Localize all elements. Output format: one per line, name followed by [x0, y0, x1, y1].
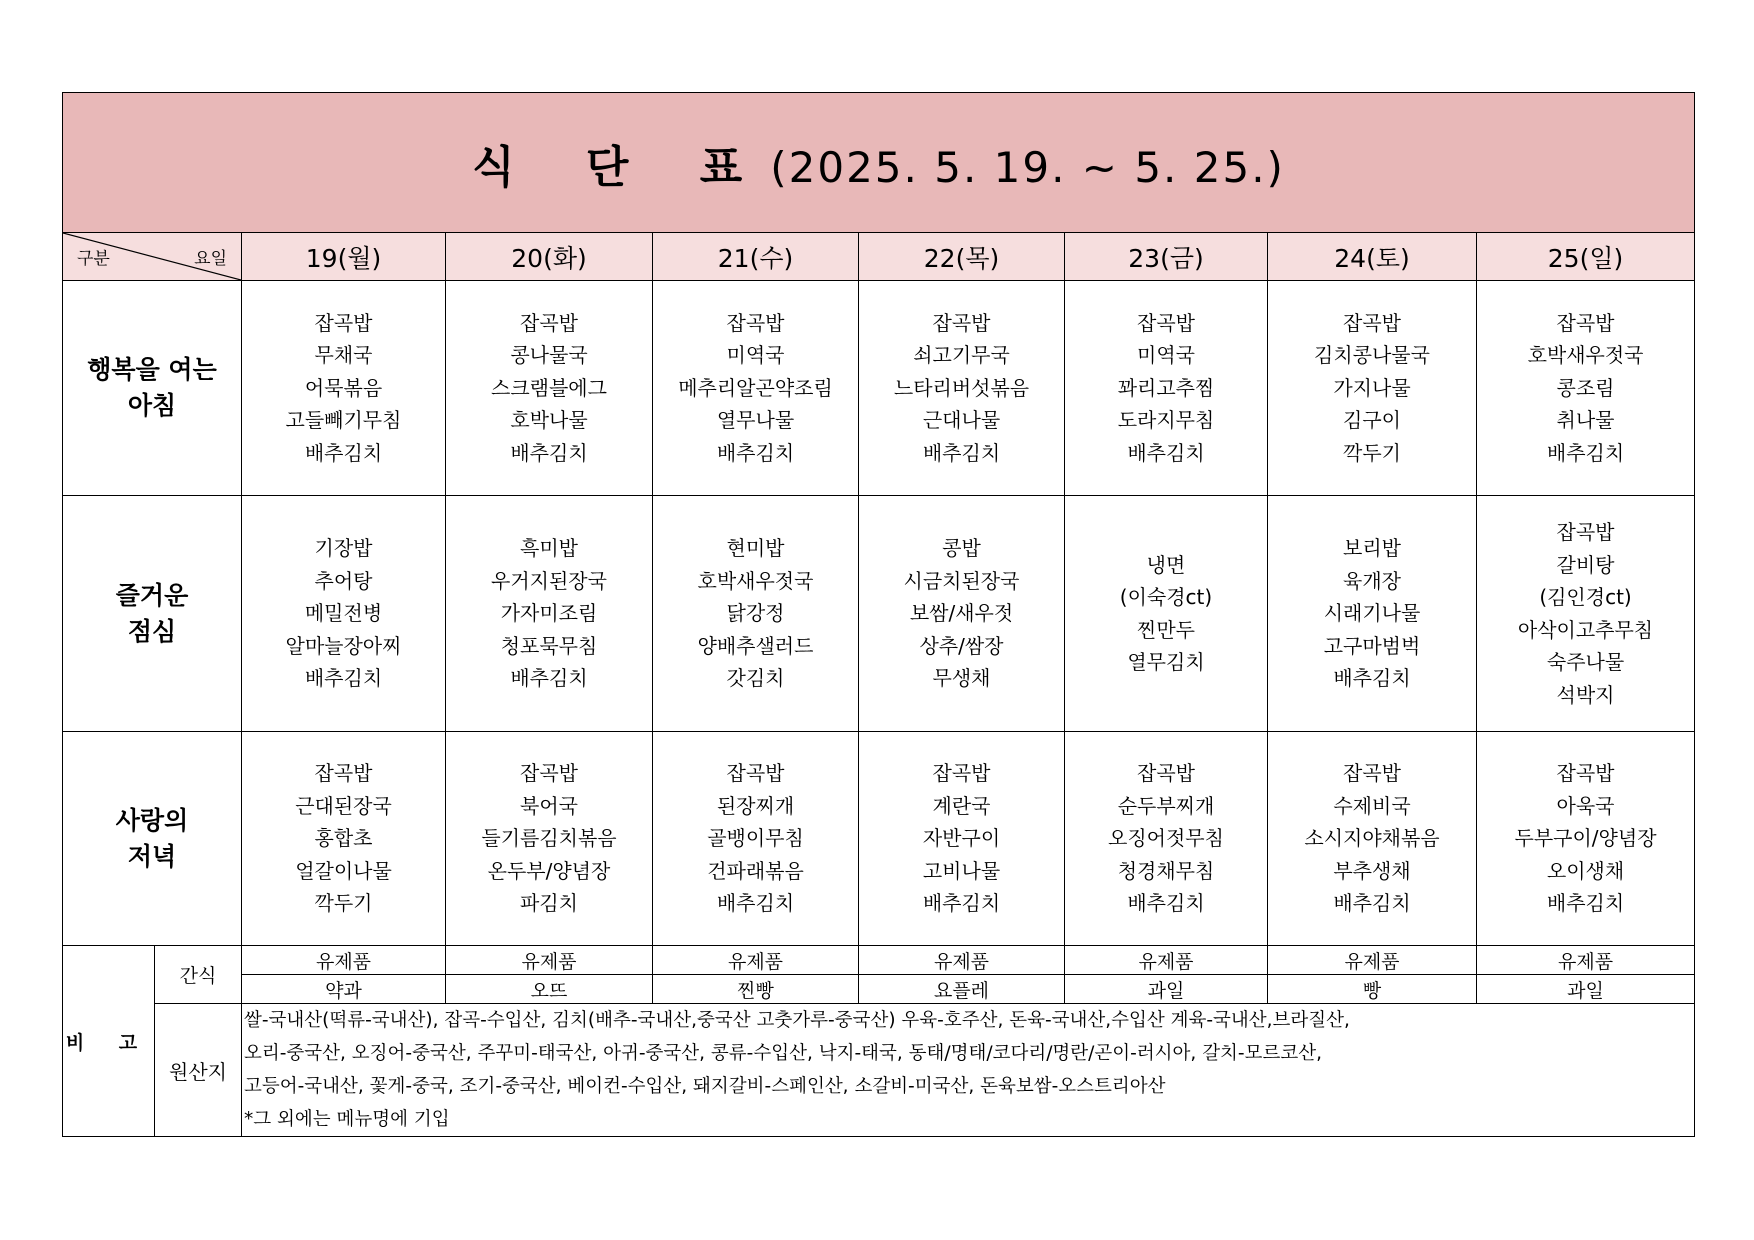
snack-cell: 유제품	[446, 946, 653, 975]
menu-item: 콩밥	[942, 536, 981, 561]
menu-item: 잡곡밥	[1556, 520, 1615, 544]
menu-cell	[446, 732, 653, 946]
menu-item: 호박새우젓국	[1527, 343, 1644, 368]
snack-cell: 요플레	[859, 975, 1065, 1004]
snack-cell: 유제품	[1268, 946, 1477, 975]
menu-item: 고구마범벅	[1323, 633, 1421, 658]
menu-item: 흑미밥	[520, 536, 578, 561]
menu-item: 청경채무침	[1117, 858, 1215, 883]
meal-label-line: 사랑의	[115, 805, 189, 835]
menu-item: 메추리알곤약조림	[678, 375, 833, 400]
menu-cell	[859, 281, 1065, 496]
menu-item: 북어국	[520, 793, 578, 818]
menu-item: 가지나물	[1333, 375, 1411, 400]
menu-item: 호박새우젓국	[697, 568, 814, 593]
meal-label-breakfast	[63, 281, 242, 496]
menu-item: 배추김치	[1127, 891, 1205, 916]
menu-item: 배추김치	[304, 666, 383, 691]
menu-item: 미역국	[1137, 343, 1195, 368]
menu-item: 파김치	[520, 891, 578, 916]
menu-item: 잡곡밥	[1556, 310, 1615, 335]
snack-cell: 유제품	[1065, 946, 1268, 975]
menu-item: 양배추샐러드	[697, 633, 814, 658]
menu-item: 배추김치	[510, 440, 588, 465]
notes-label: 비 고	[63, 946, 155, 1137]
menu-item: 부추생채	[1333, 858, 1411, 883]
snack-cell: 빵	[1268, 975, 1477, 1004]
menu-cell	[446, 281, 653, 496]
menu-item: 수제비국	[1333, 793, 1411, 818]
menu-cell	[1268, 281, 1477, 496]
menu-item: 두부구이/양념장	[1514, 826, 1657, 851]
menu-item: 얼갈이나물	[295, 858, 392, 883]
menu-cell	[242, 496, 446, 732]
menu-item: 느타리버섯볶음	[893, 375, 1030, 400]
menu-item: 된장찌개	[716, 793, 795, 818]
menu-item: 김구이	[1343, 408, 1401, 433]
menu-cell	[242, 732, 446, 946]
origin-text	[242, 1004, 1695, 1137]
origin-line: 쌀-국내산(떡류-국내산), 잡곡-수입산, 김치(배추-국내산,중국산 고춧가루-중국산) 우육-호주산, 돈육-국내산,수입산 계육-국내산,브라질산,	[244, 1010, 1350, 1031]
menu-item: 배추김치	[510, 666, 588, 691]
menu-item: 갈비탕	[1556, 552, 1615, 577]
menu-item: 상추/쌈장	[919, 633, 1004, 658]
menu-cell	[1477, 732, 1695, 946]
menu-item: 온두부/양념장	[487, 858, 611, 883]
menu-item: 소시지야채볶음	[1304, 826, 1440, 851]
day-header: 22(목)	[859, 233, 1065, 281]
snack-cell: 찐빵	[653, 975, 859, 1004]
menu-item: 메밀전병	[304, 601, 383, 626]
menu-item: 배추김치	[1333, 891, 1411, 916]
corner-label-category: 구분	[77, 249, 110, 269]
day-header: 21(수)	[653, 233, 859, 281]
menu-item: 스크램블에그	[491, 375, 607, 400]
menu-item: 쇠고기무국	[913, 343, 1010, 368]
menu-item: 잡곡밥	[1343, 761, 1401, 786]
menu-cell	[653, 281, 859, 496]
menu-cell	[1268, 732, 1477, 946]
snack-cell: 오뜨	[446, 975, 653, 1004]
menu-item: 잡곡밥	[932, 761, 991, 786]
meal-label-line: 행복을 여는	[87, 355, 217, 384]
menu-item: 아삭이고추무침	[1517, 617, 1654, 642]
lunch-row	[63, 496, 1695, 732]
menu-item: 깍두기	[1343, 440, 1401, 465]
menu-item: 냉면	[1146, 552, 1186, 577]
menu-item: 현미밥	[726, 536, 785, 561]
menu-item: (이숙경ct)	[1119, 585, 1213, 609]
menu-cell	[859, 496, 1065, 732]
menu-item: 홍합초	[314, 826, 373, 851]
menu-item: 숙주나물	[1546, 650, 1625, 674]
day-header: 19(월)	[242, 233, 446, 281]
day-header: 25(일)	[1477, 233, 1695, 281]
menu-item: 육개장	[1343, 568, 1401, 593]
snack-cell: 유제품	[653, 946, 859, 975]
corner-header	[63, 233, 242, 281]
menu-item: 보리밥	[1343, 536, 1401, 561]
origin-line: 고등어-국내산, 꽃게-중국, 조기-중국산, 베이컨-수입산, 돼지갈비-스페인산, 소갈비-미국산, 돈육보쌈-오스트리아산	[244, 1076, 1166, 1097]
menu-item: 갓김치	[726, 666, 785, 691]
menu-cell	[1477, 281, 1695, 496]
menu-item: 우거지된장국	[491, 568, 607, 593]
page-title: 식 단 표	[472, 141, 771, 193]
menu-cell	[1477, 496, 1695, 732]
snack-cell: 유제품	[1477, 946, 1695, 975]
menu-item: 근대나물	[922, 408, 1001, 433]
snack-cell: 과일	[1477, 975, 1695, 1004]
day-header: 24(토)	[1268, 233, 1477, 281]
menu-item: 잡곡밥	[726, 310, 785, 335]
menu-item: 어묵볶음	[304, 375, 383, 400]
menu-item: 잡곡밥	[520, 310, 578, 335]
menu-item: 잡곡밥	[314, 310, 373, 335]
menu-item: 배추김치	[304, 440, 383, 465]
menu-item: 잡곡밥	[314, 761, 373, 786]
menu-item: 배추김치	[922, 891, 1001, 916]
snack-row-top	[63, 946, 1695, 975]
day-header: 20(화)	[446, 233, 653, 281]
menu-item: (김인경ct)	[1539, 585, 1632, 609]
meal-label-line: 저녁	[127, 841, 177, 871]
menu-item: 고들빼기무침	[285, 408, 402, 433]
origin-line: *그 외에는 메뉴명에 기입	[244, 1109, 450, 1130]
snack-row-bottom	[63, 975, 1695, 1004]
snack-cell: 과일	[1065, 975, 1268, 1004]
menu-item: 잡곡밥	[726, 761, 785, 786]
menu-item: 가자미조림	[500, 601, 598, 626]
menu-item: 고비나물	[922, 858, 1001, 883]
snack-label: 간식	[155, 946, 242, 1004]
menu-item: 닭강정	[726, 601, 785, 626]
menu-item: 추어탕	[314, 568, 373, 593]
meal-label-lunch	[63, 496, 242, 732]
menu-item: 배추김치	[1333, 666, 1411, 691]
menu-item: 도라지무침	[1117, 408, 1215, 433]
menu-item: 잡곡밥	[1556, 761, 1615, 786]
menu-item: 콩조림	[1556, 375, 1615, 400]
menu-cell	[1065, 281, 1268, 496]
menu-item: 오징어젓무침	[1108, 826, 1224, 851]
menu-item: 잡곡밥	[1343, 310, 1401, 335]
menu-item: 김치콩나물국	[1314, 343, 1430, 368]
menu-item: 무채국	[314, 343, 373, 368]
menu-item: 순두부찌개	[1117, 793, 1215, 818]
menu-item: 배추김치	[716, 440, 795, 465]
menu-item: 잡곡밥	[932, 310, 991, 335]
dinner-row	[63, 732, 1695, 946]
meal-label-dinner	[63, 732, 242, 946]
menu-item: 청포묵무침	[500, 633, 598, 658]
menu-item: 석박지	[1556, 682, 1615, 707]
menu-cell	[859, 732, 1065, 946]
menu-item: 미역국	[726, 343, 785, 368]
menu-item: 잡곡밥	[1137, 310, 1195, 335]
menu-item: 배추김치	[1127, 440, 1205, 465]
breakfast-row	[63, 281, 1695, 496]
menu-item: 잡곡밥	[1137, 761, 1195, 786]
menu-cell	[653, 732, 859, 946]
menu-item: 건파래볶음	[707, 858, 804, 883]
menu-item: 콩나물국	[510, 343, 588, 368]
menu-item: 아욱국	[1556, 793, 1615, 818]
menu-item: 골뱅이무침	[707, 826, 804, 851]
origin-label: 원산지	[155, 1004, 242, 1137]
menu-item: 배추김치	[1546, 891, 1625, 916]
menu-item: 열무김치	[1127, 650, 1205, 674]
menu-item: 꽈리고추찜	[1117, 375, 1215, 400]
menu-item: 시래기나물	[1323, 601, 1421, 626]
menu-item: 시금치된장국	[903, 568, 1020, 593]
menu-item: 깍두기	[314, 891, 373, 916]
meal-label-line: 아침	[127, 391, 177, 420]
menu-cell	[653, 496, 859, 732]
menu-item: 찐만두	[1137, 617, 1195, 642]
menu-item: 계란국	[932, 793, 991, 818]
menu-item: 취나물	[1556, 408, 1615, 433]
menu-item: 잡곡밥	[520, 761, 578, 786]
menu-item: 배추김치	[716, 891, 795, 916]
menu-cell	[1065, 496, 1268, 732]
menu-item: 배추김치	[922, 440, 1001, 465]
meal-label-line: 점심	[127, 616, 177, 646]
snack-cell: 약과	[242, 975, 446, 1004]
menu-cell	[446, 496, 653, 732]
menu-cell	[242, 281, 446, 496]
menu-sheet	[62, 92, 1694, 1137]
header-row	[63, 233, 1695, 281]
menu-table	[62, 92, 1695, 1137]
menu-item: 알마늘장아찌	[285, 633, 402, 658]
menu-item: 근대된장국	[295, 793, 392, 818]
menu-item: 오이생채	[1546, 858, 1625, 883]
title-banner	[63, 93, 1695, 233]
menu-item: 무생채	[932, 666, 991, 691]
menu-item: 배추김치	[1546, 440, 1625, 465]
meal-label-line: 즐거운	[115, 580, 189, 610]
snack-cell: 유제품	[859, 946, 1065, 975]
menu-item: 기장밥	[314, 536, 373, 561]
menu-item: 호박나물	[510, 408, 588, 433]
corner-label-weekday: 요일	[194, 249, 227, 269]
menu-cell	[1268, 496, 1477, 732]
snack-cell: 유제품	[242, 946, 446, 975]
menu-item: 열무나물	[716, 408, 795, 433]
menu-item: 자반구이	[922, 826, 1001, 851]
day-header: 23(금)	[1065, 233, 1268, 281]
menu-cell	[1065, 732, 1268, 946]
menu-item: 보쌈/새우젓	[909, 601, 1014, 626]
origin-line: 오리-중국산, 오징어-중국산, 주꾸미-태국산, 아귀-중국산, 콩류-수입산, 낙지-태국, 동태/명태/코다리/명란/곤이-러시아, 갈치-모르코산,	[244, 1043, 1322, 1064]
date-range: (2025. 5. 19. ~ 5. 25.)	[770, 142, 1285, 192]
menu-item: 들기름김치볶음	[481, 826, 617, 851]
